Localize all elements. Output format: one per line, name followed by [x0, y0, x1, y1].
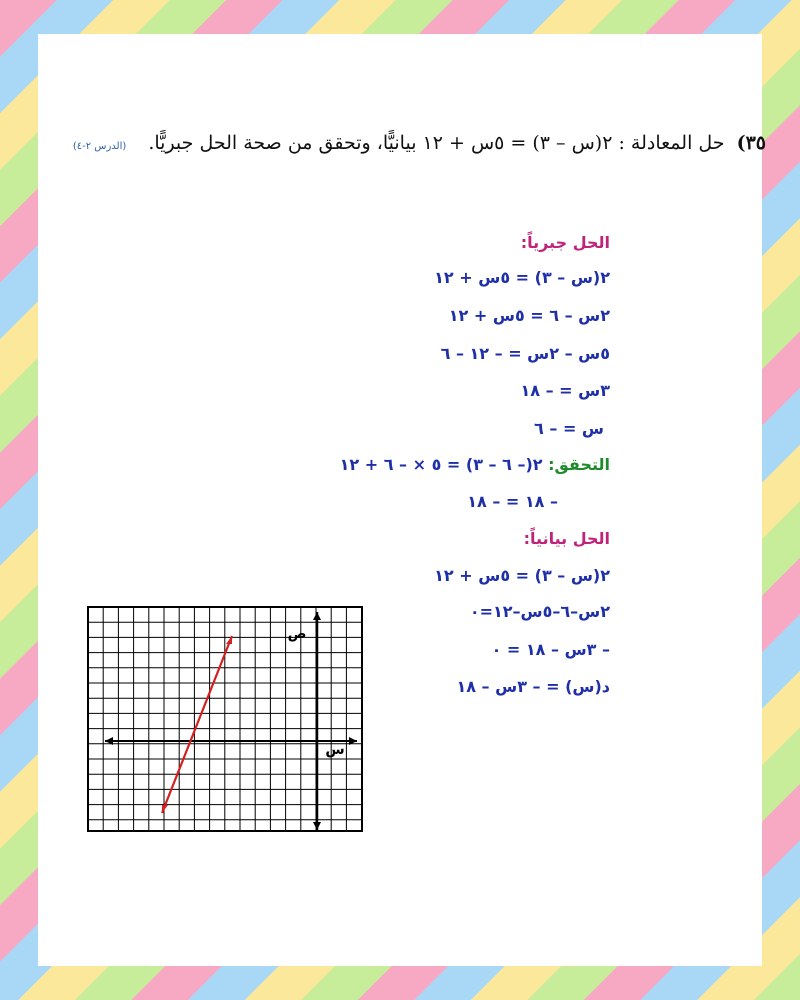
verification-label: التحقق: — [548, 455, 610, 474]
algebraic-step-2: ٢س – ٦ = ٥س + ١٢ — [448, 306, 610, 325]
algebraic-step-5: س = – ٦ — [534, 419, 604, 438]
verification-equation: ٢(– ٦ – ٣) = ٥ × – ٦ + ١٢ — [339, 455, 543, 474]
y-axis-label: ص — [287, 626, 307, 642]
graphical-step-1: ٢(س – ٣) = ٥س + ١٢ — [434, 566, 610, 585]
algebraic-step-4: ٣س = – ١٨ — [520, 381, 610, 400]
algebraic-step-3: ٥س – ٢س = – ١٢ – ٦ — [440, 344, 610, 363]
problem-number: ٣٥) — [736, 132, 766, 154]
verification-line-1 — [340, 455, 610, 474]
algebraic-heading: الحل جبرياً: — [520, 233, 610, 252]
graphical-step-3: – ٣س – ١٨ = ٠ — [491, 640, 610, 659]
x-axis-label: س — [325, 742, 345, 758]
problem-text: حل المعادلة : ٢(س – ٣) = ٥س + ١٢ بيانيًّا، وتحقق من صحة الحل جبريًّا. — [148, 132, 725, 154]
problem-statement — [72, 132, 766, 154]
graphical-step-2: ٢س–٦–٥س–١٢=٠ — [469, 602, 610, 621]
graphical-step-4: د(س) = – ٣س – ١٨ — [456, 677, 610, 696]
graphical-heading: الحل بيانياً: — [523, 529, 610, 548]
lesson-reference: (الدرس ٢-٤) — [72, 141, 127, 152]
verification-line-2: – ١٨ = – ١٨ — [467, 492, 558, 511]
coordinate-graph — [87, 606, 363, 832]
algebraic-step-1: ٢(س – ٣) = ٥س + ١٢ — [434, 268, 610, 287]
